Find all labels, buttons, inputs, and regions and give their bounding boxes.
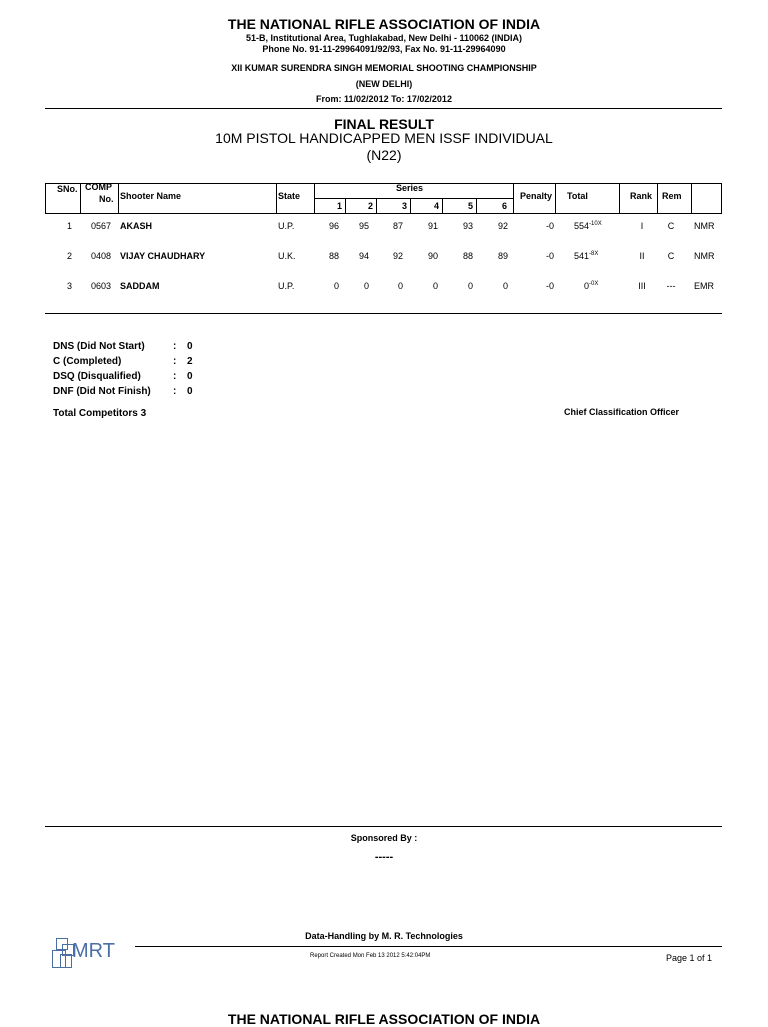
cell-name: VIJAY CHAUDHARY <box>120 251 206 261</box>
cell-state: U.P. <box>278 281 295 291</box>
result-event-name: 10M PISTOL HANDICAPPED MEN ISSF INDIVIDUAL <box>215 130 553 146</box>
cell-series-5: 0 <box>467 281 473 291</box>
event-city: (NEW DELHI) <box>355 79 413 89</box>
cell-total <box>584 281 598 291</box>
cell-record: NMR <box>694 221 715 231</box>
series-col-divider <box>476 198 477 213</box>
summary-dsq-label: DSQ (Disqualified) <box>53 371 141 382</box>
cell-series-4: 90 <box>427 251 438 261</box>
cell-series-6: 92 <box>497 221 508 231</box>
results-table-header <box>45 183 722 214</box>
data-handling-credit: Data-Handling by M. R. Technologies <box>305 931 463 941</box>
summary-dns-value: 0 <box>187 341 193 352</box>
col-header-penalty: Penalty <box>520 191 553 201</box>
result-heading: FINAL RESULT <box>334 116 434 132</box>
col-divider <box>657 184 658 213</box>
org-title: THE NATIONAL RIFLE ASSOCIATION OF INDIA <box>227 16 541 32</box>
cell-rem: C <box>667 221 675 231</box>
col-header-total: Total <box>567 191 588 201</box>
header-divider <box>45 108 722 109</box>
col-header-name: Shooter Name <box>120 191 182 201</box>
col-header-comp-no: No. <box>99 194 114 204</box>
cell-state: U.P. <box>278 221 295 231</box>
cell-rank: II <box>639 251 645 261</box>
cell-series-2: 0 <box>363 281 369 291</box>
cell-series-1: 88 <box>328 251 339 261</box>
cell-series-3: 0 <box>397 281 403 291</box>
col-divider <box>555 184 556 213</box>
logo-square <box>60 954 72 968</box>
cell-series-1: 0 <box>333 281 339 291</box>
cell-name: AKASH <box>120 221 153 231</box>
cell-state: U.K. <box>278 251 296 261</box>
col-header-series-5: 5 <box>467 201 473 211</box>
logo-text: MRT <box>72 940 115 962</box>
cell-rank: I <box>640 221 644 231</box>
summary-colon: : <box>173 386 177 397</box>
col-divider <box>118 184 119 213</box>
mrt-logo <box>52 938 132 970</box>
footer-divider <box>45 826 722 827</box>
summary-dnf <box>53 386 193 397</box>
col-header-series: Series <box>396 183 424 193</box>
table-bottom-divider <box>45 313 722 314</box>
col-header-rem: Rem <box>662 191 682 201</box>
org-phone: Phone No. 91-11-29964091/92/93, Fax No. 91-11-29964090 <box>262 44 506 54</box>
summary-colon: : <box>173 371 177 382</box>
cell-total-value: 0 <box>584 281 590 291</box>
org-address: 51-B, Institutional Area, Tughlakabad, New Delhi - 110062 (INDIA) <box>245 33 523 43</box>
col-header-series-2: 2 <box>367 201 373 211</box>
col-header-state: State <box>278 191 301 201</box>
col-divider <box>691 184 692 213</box>
col-header-series-6: 6 <box>501 201 507 211</box>
cell-rem: C <box>667 251 675 261</box>
event-title: XII KUMAR SURENDRA SINGH MEMORIAL SHOOTING CHAMPIONSHIP <box>231 63 537 73</box>
col-header-series-1: 1 <box>336 201 342 211</box>
result-event-code: (N22) <box>366 147 402 163</box>
cell-series-6: 89 <box>497 251 508 261</box>
col-header-series-3: 3 <box>401 201 407 211</box>
cell-total-x: -0X <box>589 281 599 287</box>
event-dates: From: 11/02/2012 To: 17/02/2012 <box>316 94 452 104</box>
table-row <box>0 251 768 265</box>
cell-total-x: -10X <box>589 221 602 227</box>
summary-colon: : <box>173 356 177 367</box>
cell-series-1: 96 <box>328 221 339 231</box>
cell-series-5: 88 <box>462 251 473 261</box>
col-divider <box>619 184 620 213</box>
cell-record: EMR <box>694 281 714 291</box>
cell-sno: 1 <box>67 221 73 231</box>
summary-completed <box>53 356 193 367</box>
cell-rank: III <box>638 281 646 291</box>
cell-name: SADDAM <box>120 281 160 291</box>
footer-line <box>135 946 722 947</box>
cell-series-5: 93 <box>462 221 473 231</box>
col-header-sno: SNo. <box>57 184 78 194</box>
cell-series-4: 91 <box>427 221 438 231</box>
cell-series-6: 0 <box>502 281 508 291</box>
col-header-series-4: 4 <box>433 201 439 211</box>
page-number: Page 1 of 1 <box>666 953 713 963</box>
cell-comp: 0567 <box>91 221 112 231</box>
cell-series-2: 95 <box>358 221 369 231</box>
chief-classification-officer: Chief Classification Officer <box>564 407 680 417</box>
summary-dnf-value: 0 <box>187 386 193 397</box>
series-col-divider <box>442 198 443 213</box>
summary-c-value: 2 <box>187 356 193 367</box>
cell-series-2: 94 <box>358 251 369 261</box>
cell-total-value: 541 <box>574 251 590 261</box>
cell-total <box>574 221 602 231</box>
summary-dnf-label: DNF (Did Not Finish) <box>53 386 151 397</box>
cell-comp: 0603 <box>91 281 112 291</box>
summary-dsq-value: 0 <box>187 371 193 382</box>
total-competitors: Total Competitors 3 <box>53 408 147 419</box>
series-col-divider <box>376 198 377 213</box>
table-row <box>0 221 768 235</box>
cell-comp: 0408 <box>91 251 112 261</box>
col-divider <box>80 184 81 213</box>
summary-c-label: C (Completed) <box>53 356 122 367</box>
cell-total <box>574 251 598 261</box>
cell-series-4: 0 <box>432 281 438 291</box>
cell-penalty: -0 <box>545 251 554 261</box>
sponsored-by: Sponsored By : <box>350 833 418 843</box>
cell-rem: --- <box>666 281 676 291</box>
table-row <box>0 281 768 295</box>
summary-dns <box>53 341 193 352</box>
series-divider <box>314 198 513 199</box>
cell-penalty: -0 <box>545 281 554 291</box>
summary-dsq <box>53 371 193 382</box>
cell-series-3: 92 <box>392 251 403 261</box>
cell-sno: 2 <box>67 251 73 261</box>
cell-penalty: -0 <box>545 221 554 231</box>
report-created: Report Created Mon Feb 13 2012 5:42:04PM <box>310 953 431 959</box>
summary-dns-label: DNS (Did Not Start) <box>53 341 145 352</box>
col-divider <box>513 184 514 213</box>
cell-record: NMR <box>694 251 715 261</box>
cell-total-value: 554 <box>574 221 590 231</box>
col-header-rank: Rank <box>630 191 653 201</box>
next-page-org-title: THE NATIONAL RIFLE ASSOCIATION OF INDIA <box>227 1011 541 1027</box>
summary-colon: : <box>173 341 177 352</box>
cell-sno: 3 <box>67 281 73 291</box>
col-header-comp: COMP <box>85 182 112 192</box>
sponsor-name: ----- <box>374 851 394 863</box>
cell-total-x: -8X <box>589 251 599 257</box>
cell-series-3: 87 <box>392 221 403 231</box>
col-divider <box>276 184 277 213</box>
